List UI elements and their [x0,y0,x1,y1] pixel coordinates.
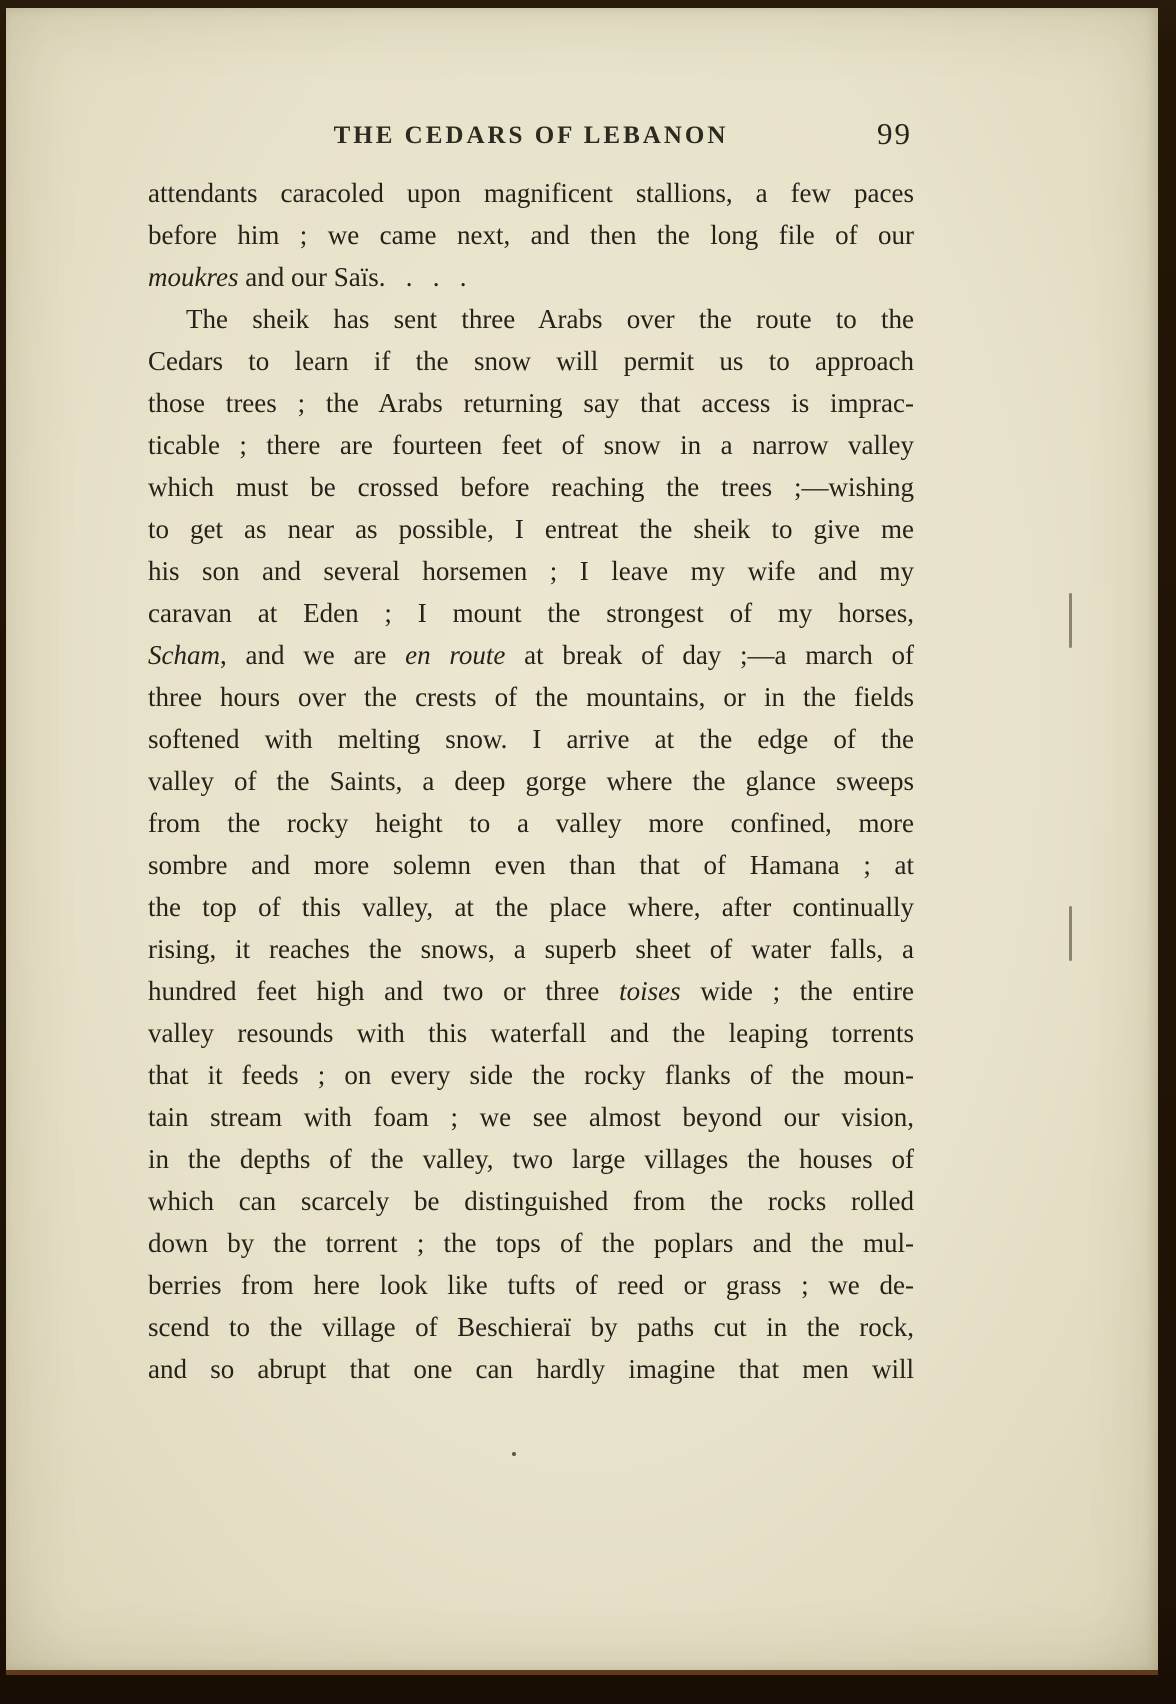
text-line: Cedars to learn if the snow will permit us to approach [148,346,914,376]
text-line: three hours over the crests of the mountains, or in the fields [148,682,914,712]
page-text [148,172,914,1390]
text-line: that it feeds ; on every side the rocky flanks of the moun- [148,1060,914,1090]
page-content [148,8,914,1390]
text-line: before him ; we came next, and then the long file of our [148,220,914,250]
text-line: tain stream with foam ; we see almost beyond our vision, [148,1102,914,1132]
paragraph [148,172,914,298]
text-line: sombre and more solemn even than that of Hamana ; at [148,850,914,880]
text-line: valley of the Saints, a deep gorge where the glance sweeps [148,766,914,796]
text-line: rising, it reaches the snows, a superb sheet of water falls, a [148,934,914,964]
text-line: the top of this valley, at the place where, after continually [148,892,914,922]
text-line: berries from here look like tufts of reed or grass ; we de- [148,1270,914,1300]
text-line: in the depths of the valley, two large villages the houses of [148,1144,914,1174]
text-line: those trees ; the Arabs returning say that access is imprac- [148,388,914,418]
text-line: Scham, and we are en route at break of day ;—a march of [148,640,914,670]
page-number: 99 [877,116,912,151]
text-line: and so abrupt that one can hardly imagine that men will [148,1354,914,1384]
ink-speck [512,1452,516,1456]
running-title: THE CEDARS OF LEBANON [333,122,729,149]
text-line: to get as near as possible, I entreat the sheik to give me [148,514,914,544]
text-line: softened with melting snow. I arrive at the edge of the [148,724,914,754]
text-line: attendants caracoled upon magnificent stallions, a few paces [148,178,914,208]
paragraph [148,298,914,1390]
text-line: caravan at Eden ; I mount the strongest of my horses, [148,598,914,628]
text-line: valley resounds with this waterfall and the leaping torrents [148,1018,914,1048]
text-line: which can scarcely be distinguished from the rocks rolled [148,1186,914,1216]
text-line: The sheik has sent three Arabs over the route to the [186,304,914,334]
text-line: down by the torrent ; the tops of the poplars and the mul- [148,1228,914,1258]
text-line: moukres and our Saïs. . . . [148,262,467,292]
text-line: which must be crossed before reaching the trees ;—wishing [148,472,914,502]
text-line: his son and several horsemen ; I leave my wife and my [148,556,914,586]
scan-artifact [1069,593,1072,648]
text-line: hundred feet high and two or three toises wide ; the entire [148,976,914,1006]
book-page [6,8,1158,1670]
scan-artifact [1069,906,1072,961]
text-line: scend to the village of Beschieraï by paths cut in the rock, [148,1312,914,1342]
text-line: ticable ; there are fourteen feet of snow in a narrow valley [148,430,914,460]
page-header [148,116,914,156]
text-line: from the rocky height to a valley more confined, more [148,808,914,838]
